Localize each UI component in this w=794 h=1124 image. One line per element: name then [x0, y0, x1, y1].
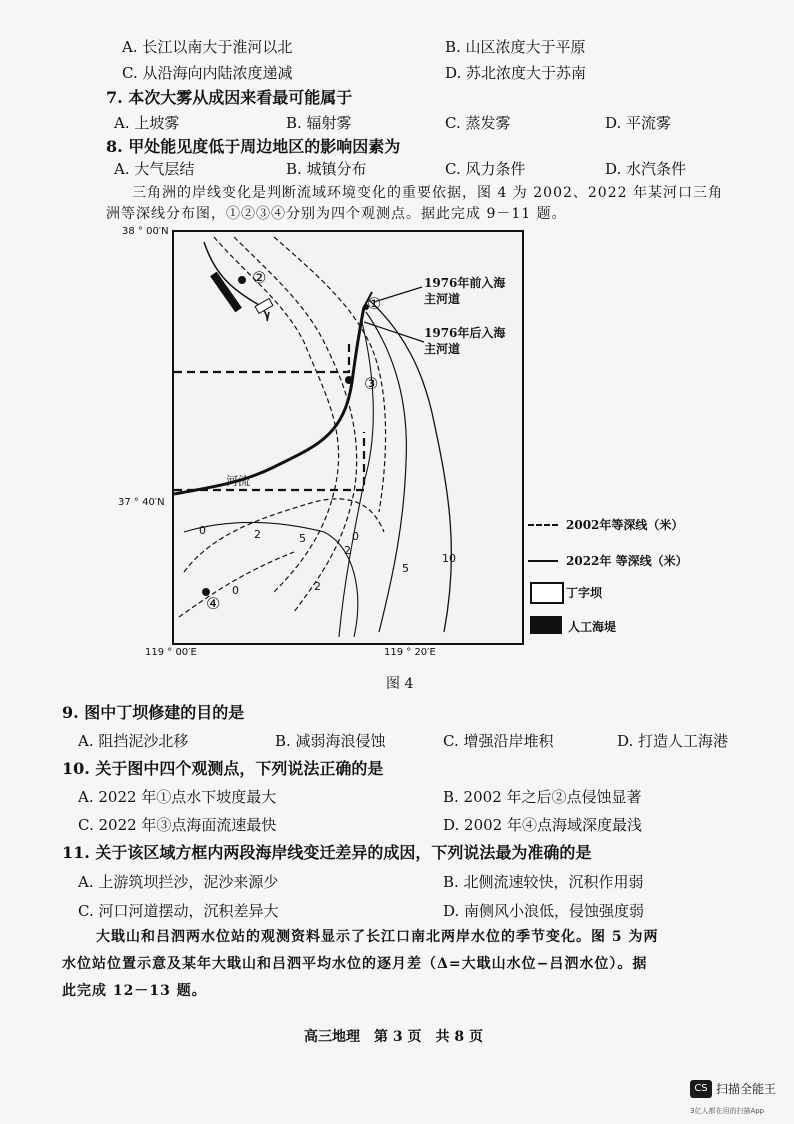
annot-before-line2: 主河道: [424, 292, 461, 306]
annot-after-line2: 主河道: [424, 342, 461, 356]
q9-option-b: B. 减弱海浪侵蚀: [275, 732, 386, 750]
intro-9-11-line1: 三角洲的岸线变化是判断流域环境变化的重要依据，图 4 为 2002、2022 年某河口三角: [132, 185, 723, 201]
contour-label-2a: 2: [254, 528, 261, 541]
point-4-label: ④: [206, 594, 221, 613]
q8-option-c: C. 风力条件: [445, 160, 526, 178]
figure-4-caption: 图 4: [386, 676, 414, 692]
legend-groyne-label: 丁字坝: [566, 586, 603, 600]
q9-option-d: D. 打造人工海港: [617, 732, 729, 750]
study-box-south: [174, 432, 364, 490]
map-frame: [172, 230, 524, 645]
legend-seawall-label: 人工海堤: [568, 620, 617, 634]
point-1-label: ①: [367, 294, 382, 313]
intro-12-13-line3: 此完成 12－13 题。: [62, 983, 207, 999]
legend-groyne-swatch: [530, 582, 564, 604]
q8-option-d: D. 水汽条件: [605, 160, 687, 178]
contour-label-2b: 2: [344, 544, 351, 557]
legend-dashed-swatch: [528, 524, 558, 526]
intro-9-11-line2: 洲等深线分布图，①②③④分别为四个观测点。据此完成 9－11 题。: [106, 206, 567, 222]
q11-option-d: D. 南侧风小浪低，侵蚀强度弱: [443, 902, 645, 920]
contour-2022-d: [184, 523, 358, 637]
q7-option-a: A. 上坡雾: [114, 114, 180, 132]
study-box-north: [174, 342, 349, 372]
point-2-label: ②: [252, 268, 267, 287]
contour-label-0a: 0: [199, 524, 206, 537]
map-drawing: [174, 232, 522, 643]
q6-option-b: B. 山区浓度大于平原: [445, 38, 586, 56]
q10-option-c: C. 2022 年③点海面流速最快: [78, 816, 277, 834]
q11-stem: 11. 关于该区域方框内两段海岸线变迁差异的成因，下列说法最为准确的是: [62, 843, 592, 862]
q7-option-d: D. 平流雾: [605, 114, 672, 132]
q7-option-c: C. 蒸发雾: [445, 114, 511, 132]
lon-119-20-label: 119 ° 20′E: [384, 647, 436, 658]
lon-119-00-label: 119 ° 00′E: [145, 647, 197, 658]
point-3-dot: [345, 376, 353, 384]
contour-label-0c: 0: [232, 584, 239, 597]
contour-label-10: 10: [442, 552, 456, 565]
q11-option-b: B. 北侧流速较快，沉积作用弱: [443, 873, 644, 891]
q6-option-c: C. 从沿海向内陆浓度递减: [122, 64, 293, 82]
annot-after-line1: 1976年后入海: [424, 326, 506, 340]
q8-option-a: A. 大气层结: [114, 160, 195, 178]
legend-seawall-swatch: [530, 616, 562, 634]
lat-38-00-label: 38 ° 00′N: [122, 226, 169, 237]
q10-stem: 10. 关于图中四个观测点，下列说法正确的是: [62, 759, 384, 778]
legend-dashed-label: 2002年等深线（米）: [566, 518, 684, 532]
contour-2002-a: [214, 237, 339, 592]
contour-label-5b: 5: [402, 562, 409, 575]
page-footer: 高三地理 第 3 页 共 8 页: [304, 1029, 483, 1045]
q9-option-c: C. 增强沿岸堆积: [443, 732, 554, 750]
legend-solid-swatch: [528, 560, 558, 562]
q10-option-a: A. 2022 年①点水下坡度最大: [78, 788, 277, 806]
annot-before-line1: 1976年前入海: [424, 276, 506, 290]
legend-solid-label: 2022年 等深线（米）: [566, 554, 688, 568]
q11-option-c: C. 河口河道摆动，沉积差异大: [78, 902, 279, 920]
q7-stem: 7. 本次大雾从成因来看最可能属于: [106, 88, 353, 107]
contour-label-0b: 0: [352, 530, 359, 543]
q11-option-a: A. 上游筑坝拦沙，泥沙来源少: [78, 873, 279, 891]
q6-option-d: D. 苏北浓度大于苏南: [445, 64, 587, 82]
contour-label-5a: 5: [299, 532, 306, 545]
contour-label-2c: 2: [314, 580, 321, 593]
q8-stem: 8. 甲处能见度低于周边地区的影响因素为: [106, 137, 401, 156]
point-2-dot: [238, 276, 246, 284]
intro-12-13-line1: 大戢山和吕泗两水位站的观测资料显示了长江口南北两岸水位的季节变化。图 5 为两: [96, 929, 659, 945]
lat-37-40-label: 37 ° 40′N: [118, 497, 165, 508]
river-label: 河流: [226, 474, 251, 488]
annot-after-leader: [364, 322, 424, 342]
q7-option-b: B. 辐射雾: [286, 114, 352, 132]
river-line: [174, 307, 364, 494]
contour-2022-b: [366, 312, 406, 632]
scanner-name: 扫描全能王: [716, 1082, 777, 1096]
q8-option-b: B. 城镇分布: [286, 160, 367, 178]
point-3-label: ③: [364, 374, 379, 393]
intro-12-13-line2: 水位站位置示意及某年大戢山和吕泗平均水位的逐月差（Δ=大戢山水位−吕泗水位）。据: [62, 956, 648, 972]
seawall-mark: [210, 272, 242, 313]
scanner-tagline: 3亿人都在用的扫描App: [690, 1107, 765, 1115]
q10-option-d: D. 2002 年④点海域深度最浅: [443, 816, 642, 834]
q10-option-b: B. 2002 年之后②点侵蚀显著: [443, 788, 642, 806]
q9-option-a: A. 阻挡泥沙北移: [78, 732, 189, 750]
q9-stem: 9. 图中丁坝修建的目的是: [62, 703, 245, 722]
q6-option-a: A. 长江以南大于淮河以北: [122, 38, 293, 56]
scanner-logo: CS: [690, 1080, 712, 1098]
